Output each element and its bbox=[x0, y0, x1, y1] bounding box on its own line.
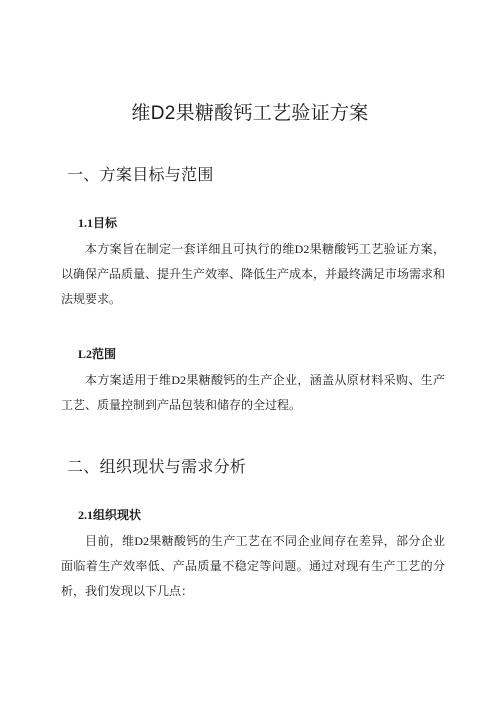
section-heading-goals-scope: 一、方案目标与范围 bbox=[67, 167, 214, 184]
subsection-heading-goal: 1.1目标 bbox=[78, 216, 118, 230]
document-title: 维D2果糖酸钙工艺验证方案 bbox=[131, 103, 369, 124]
subsection-heading-org-status: 2.1组织现状 bbox=[78, 508, 142, 522]
subsection-heading-scope: L2范围 bbox=[78, 347, 117, 361]
paragraph-scope: 本方案适用于维D2果糖酸钙的生产企业，涵盖从原材料采购、生产工艺、质量控制到产品包装和储存的全过程。 bbox=[61, 373, 445, 412]
paragraph-goal: 本方案旨在制定一套详细且可执行的维D2果糖酸钙工艺验证方案，以确保产品质量、提升生产效率、降低生产成本，并最终满足市场需求和法规要求。 bbox=[61, 242, 446, 306]
section-heading-status-analysis: 二、组织现状与需求分析 bbox=[67, 459, 247, 476]
paragraph-org-status: 目前，维D2果糖酸钙的生产工艺在不同企业间存在差异，部分企业面临着生产效率低、产品质量不稳定等问题。通过对现有生产工艺的分析，我们发现以下几点： bbox=[61, 534, 445, 598]
